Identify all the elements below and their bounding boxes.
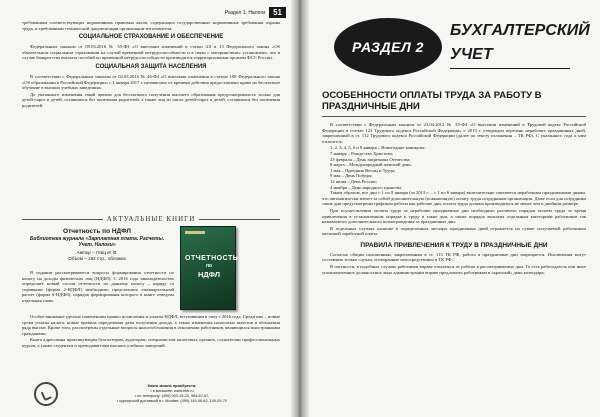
section-banner xyxy=(334,12,590,82)
holiday-list xyxy=(322,145,586,190)
book-description-bottom xyxy=(22,314,280,350)
social-insurance-paragraph: Федеральным законом от 09.03.2016 № 55-ФЗ «О внесении изменений в статьи 4.8 и 13 Федерального закона «Об обязательном социальном страховании на случай временной нетрудоспособности и в связи с материнством» установлено, что в случае банкротства выплата пособий по временной нетрудоспособности производится территориальным органом ФСС России. xyxy=(22,44,280,61)
holiday-item: 9 мая – День Победы; xyxy=(330,173,373,179)
order-line-3: • по телефону: (495) 903-15-20, 964-67-67, xyxy=(134,394,210,398)
social-protection-paragraph-2: До указанного изменения такой правом для бесплатного получения высшего образования предусматривалось только для детей-сирот и детей, оставшихся без попечения родителей, а также лиц из числа детей-сирот и детей, оставшихся без попечения родителей. xyxy=(22,91,280,108)
article-paragraph-5: Согласно общим положениям, закрепленным в ст. 113 ТК РФ, работа в праздничные дни запрещается. Исключения могут составлять только случаи, оговоренные непосредственно в ТК РФ. xyxy=(322,251,586,263)
social-protection-paragraph-1: В соответствии с Федеральным законом от 02.03.2016 № 46-ФЗ «О внесении изменения в статью 108 Федерального закона «Об образовании в Российской Федерации» с 1 января 2017 г. независимо от времени действия предоставлено право на бесплатное обучение в высших учебных заведениях. xyxy=(22,73,280,91)
book-description-top xyxy=(22,270,174,305)
book-paragraph-3: Книга адресована практикующим бухгалтерам, аудиторам, специалистам налоговых органов, слушателям профессиональных курсов, а также студентам и преподавателям высших учебных заведений. xyxy=(22,337,280,348)
book-author: Автор – Гейц И. В. xyxy=(76,250,118,255)
holiday-item: 23 февраля – День защитника Отечества; xyxy=(330,156,411,162)
article-paragraph-1: В соответствии с Федеральным законом от 23.04.2012 № 35-ФЗ «О внесении изменений в Трудовой кодекс Российской Федерации и статью 122 Трудового кодекса Российской Федерации» с 2013 г. утвержден перечень нерабочих праздничных дней, закрепленный в ст. 112 Трудового кодекса Российской Федерации (далее по тексту изложения – ТК РФ). С указанного года к ним относятся: xyxy=(322,122,586,144)
cover-text xyxy=(185,255,239,279)
running-head xyxy=(225,7,286,18)
order-info xyxy=(22,382,280,410)
holiday-item: 1, 2, 3, 4, 5, 6 и 8 января – Новогодние каникулы; xyxy=(330,145,426,151)
article-paragraph-6: В частности, в подобных случаях работники вправе отказаться от работы в рассматриваемые дни. То есть работодатель или иное уполномоченное должностное лицо администрации вправе предложить работникам в «красный» день календаря, xyxy=(322,264,586,275)
article-paragraph-2: Таким образом, все дни с 1 по 8 января (за 2013 г. – с 1 по 6 января) включительно считаются нерабочими праздничными днями, что автоматически влечет за собой дополнительную (повышенную) оплату труда сотрудников организации. Даже если для сотрудника такие дни предусмотрены графиком работы как рабочие дни, оплата труда должна производиться не менее чем в двойном размере. xyxy=(322,190,586,207)
banner-rule xyxy=(450,68,570,69)
holiday-item: 7 января – Рождество Христово; xyxy=(330,150,394,156)
divider-line-left xyxy=(22,219,103,220)
phone-icon xyxy=(34,382,58,406)
cover-line-1: ОТЧЕТНОСТЬ xyxy=(185,255,239,262)
article-title: ОСОБЕННОСТИ ОПЛАТЫ ТРУДА ЗА РАБОТУ В ПРАЗДНИЧНЫЕ ДНИ xyxy=(322,90,542,112)
article-paragraph-4: В отдельных случаях наличие в определенных месяцах праздничных дней отражается на сумме получаемой работником месячной заработной платы. xyxy=(322,225,586,237)
cover-accent-bar xyxy=(185,231,205,234)
cover-line-2: по xyxy=(205,263,213,269)
section-badge: РАЗДЕЛ 2 xyxy=(352,39,424,55)
category-line-1: БУХГАЛТЕРСКИЙ xyxy=(450,22,590,39)
book-title: Отчетность по НДФЛ xyxy=(63,228,131,235)
order-line-4: • курьерской доставкой в г. Москве: (499) 149-06-62, 149-09-70 xyxy=(116,399,227,403)
order-line-1: Книги можно приобрести: xyxy=(147,384,197,388)
holiday-item: 1 мая – Праздник Весны и Труда; xyxy=(330,167,396,173)
book-paragraph-1: В издании рассматриваются вопросы формирования отчетности по налогу на доходы физических лиц (НДФЛ). С 2016 года законодательство определяет новый состав отчетности по данному налогу – наряду со справками (форма 2-НДФЛ) необходимо представлять ежеквартальный расчет (форма 6-НДФЛ), порядок формирования которого в книге отведена отдельная глава. xyxy=(22,270,174,303)
book-cover-image xyxy=(180,226,239,310)
holiday-item: 4 ноября – День народного единства. xyxy=(330,184,403,190)
book-info xyxy=(22,228,172,261)
intro-paragraph: требованиям соответствующих нормативных правовых актов, содержащих государственные нормативные требования охраны труда, и требованиям технической документации организации-изготовителя. xyxy=(22,20,280,31)
order-line-2: • в магазине: www.ekb.ru xyxy=(150,389,194,393)
article-body xyxy=(322,122,586,276)
book-gutter-shadow xyxy=(290,0,310,417)
order-info-text xyxy=(72,384,272,404)
section-heading-social-insurance: СОЦИАЛЬНОЕ СТРАХОВАНИЕ И ОБЕСПЕЧЕНИЕ xyxy=(78,34,224,41)
title-rule xyxy=(322,116,586,117)
article-paragraph-3: При осуществлении оплаты труда за нерабочие праздничные дни необходимо различать порядок оплаты труда за время привлечения в установленном порядке к труду в такие дни, а также порядок выплаты отдельным категориям работников так называемого дополнительного вознаграждения за праздничные дни. xyxy=(322,207,586,225)
book-series: Библиотека журнала «Зарплатная плата. Расчеты. Учет. Налоги» xyxy=(29,236,165,248)
books-divider-label: АКТУАЛЬНЫЕ КНИГИ xyxy=(106,215,196,223)
right-page xyxy=(302,0,600,417)
category-line-2: УЧЕТ xyxy=(450,46,493,63)
article-subheading: ПРАВИЛА ПРИВЛЕЧЕНИЯ К ТРУДУ В ПРАЗДНИЧНЫЕ ДНИ xyxy=(360,241,548,249)
holiday-item: 12 июня – День России; xyxy=(330,178,377,184)
left-top-text xyxy=(22,20,280,110)
book-volume: Объем – 192 стр., обложка xyxy=(68,256,126,261)
books-divider xyxy=(22,214,280,224)
holiday-item: 8 марта – Международный женский день; xyxy=(330,162,412,168)
page-number: 51 xyxy=(269,7,286,18)
section-badge-oval xyxy=(334,18,442,76)
book-paragraph-2: Особое внимание уделено изменениям правил исчисления и уплаты НДФЛ, вступившим в силу с 2016 года. Среди них – новые сроки уплаты налога, новые правила определения даты получения дохода, а также изменения налоговых вычетов и обложения ряда выплат. Кроме того, рассмотрены отдельные вопросы налогообложения в отношении работников, являющихся иностранными гражданами. xyxy=(22,314,280,336)
running-head-label: Раздел 1. Налоги xyxy=(224,9,266,16)
cover-line-3: НДФЛ xyxy=(197,270,221,279)
left-page xyxy=(0,0,298,417)
section-heading-social-protection: СОЦИАЛЬНАЯ ЗАЩИТА НАСЕЛЕНИЯ xyxy=(95,63,207,70)
divider-line-right xyxy=(199,219,280,220)
